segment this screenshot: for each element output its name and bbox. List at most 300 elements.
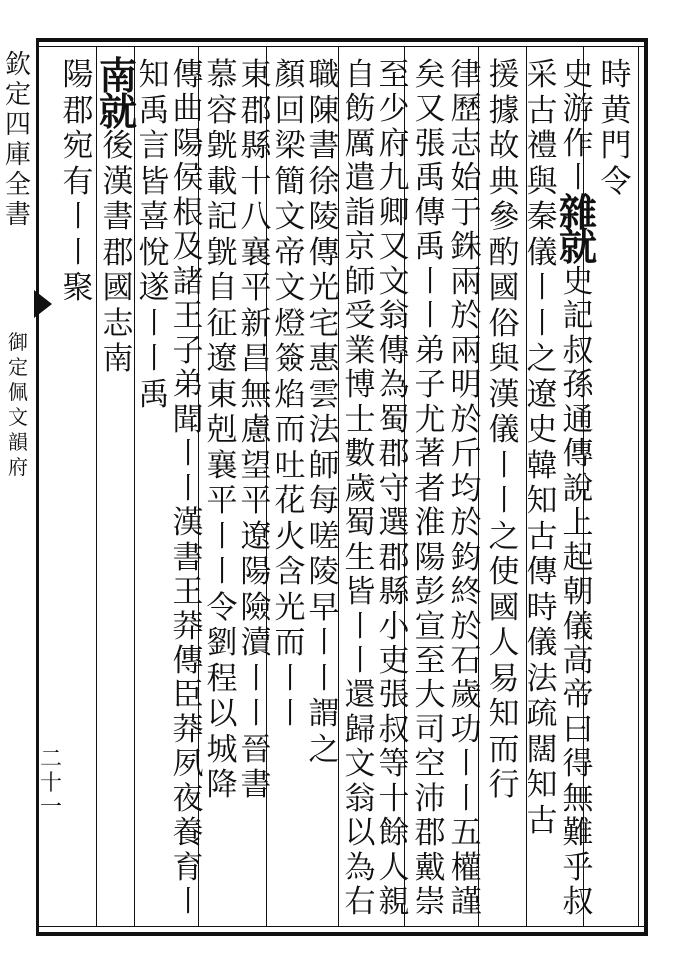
- glyph: 〡: [206, 518, 238, 555]
- glyph: 詣: [344, 194, 376, 231]
- glyph: 史: [526, 412, 558, 448]
- glyph: 回: [274, 92, 306, 129]
- text-column-1: [596, 58, 636, 200]
- glyph: 厲: [344, 125, 376, 162]
- glyph: 文: [8, 405, 28, 429]
- glyph: 書: [240, 767, 272, 803]
- margin-source-title: [4, 330, 32, 480]
- glyph: 京: [344, 229, 376, 266]
- glyph: 卿: [378, 194, 410, 231]
- glyph: 侯: [172, 160, 204, 197]
- glyph: 儀: [526, 234, 558, 271]
- glyph: 〡: [488, 483, 520, 519]
- text-column-16: [58, 58, 98, 307]
- glyph: 時: [600, 57, 632, 93]
- glyph: 又: [378, 229, 410, 266]
- glyph: 參: [488, 199, 520, 235]
- left-border: [36, 38, 39, 936]
- glyph: 〡: [450, 746, 482, 783]
- glyph: 王: [172, 574, 204, 611]
- text-column-6: [410, 58, 450, 920]
- glyph: 有: [62, 163, 94, 200]
- glyph: 南: [102, 341, 134, 377]
- glyph: 令: [600, 163, 632, 200]
- glyph: 傳: [172, 57, 204, 93]
- glyph: 歷: [450, 91, 482, 128]
- glyph: 〡: [344, 608, 376, 645]
- glyph: 史: [562, 263, 594, 300]
- glyph: 而: [274, 412, 306, 448]
- glyph: 遼: [526, 376, 558, 413]
- glyph: 陽: [414, 539, 446, 576]
- glyph: 於: [450, 608, 482, 645]
- glyph: 惠: [308, 341, 340, 377]
- glyph: 吐: [274, 447, 306, 484]
- glyph: 古: [526, 92, 558, 129]
- glyph: 四: [4, 110, 31, 140]
- glyph: 養: [172, 815, 204, 852]
- text-column-7: [374, 58, 414, 920]
- glyph: 〡: [62, 199, 94, 235]
- glyph: 至: [378, 57, 410, 93]
- glyph: 平: [240, 270, 272, 306]
- glyph: 援: [488, 57, 520, 93]
- glyph: 〡: [172, 884, 204, 921]
- glyph: 彭: [414, 574, 446, 611]
- glyph: 簡: [274, 163, 306, 200]
- glyph: 自: [344, 57, 376, 93]
- glyph: 謂: [308, 696, 340, 732]
- glyph: 徐: [308, 163, 340, 200]
- glyph: 乎: [562, 849, 594, 886]
- glyph: 庫: [4, 140, 31, 170]
- glyph: 襄: [240, 234, 272, 271]
- glyph: 每: [308, 483, 340, 519]
- glyph: 全: [4, 170, 31, 200]
- glyph: 職: [308, 57, 340, 93]
- text-column-13: [168, 58, 208, 920]
- glyph: 儀: [562, 608, 594, 645]
- glyph: 與: [488, 341, 520, 377]
- text-column-9: [304, 58, 344, 768]
- glyph: 戴: [414, 849, 446, 886]
- glyph: 兩: [450, 332, 482, 369]
- glyph: 東: [206, 376, 238, 413]
- glyph: 漢: [172, 505, 204, 542]
- glyph: 王: [172, 298, 204, 335]
- glyph: 載: [206, 163, 238, 200]
- glyph: 莽: [172, 608, 204, 645]
- glyph: 東: [240, 57, 272, 93]
- glyph: 師: [308, 447, 340, 484]
- glyph: 大: [414, 677, 446, 714]
- glyph: 就: [98, 88, 137, 134]
- glyph: 皆: [344, 574, 376, 611]
- glyph: 南: [98, 53, 137, 98]
- glyph: 漢: [488, 376, 520, 413]
- glyph: 司: [414, 711, 446, 748]
- glyph: 嗟: [308, 518, 340, 555]
- glyph: 梁: [274, 128, 306, 164]
- glyph: 難: [562, 815, 594, 852]
- glyph: 至: [414, 642, 446, 679]
- glyph: 劉: [206, 625, 238, 661]
- glyph: 降: [206, 767, 238, 803]
- glyph: 言: [138, 128, 170, 164]
- glyph: 自: [206, 270, 238, 306]
- glyph: 悅: [138, 234, 170, 271]
- glyph: 始: [450, 160, 482, 197]
- glyph: 佩: [8, 380, 28, 404]
- glyph: 作: [562, 125, 594, 162]
- glyph: 生: [344, 539, 376, 576]
- glyph: 尤: [414, 401, 446, 438]
- glyph: 御: [8, 330, 28, 354]
- glyph: 陳: [308, 92, 340, 129]
- glyph: 等: [378, 746, 410, 783]
- glyph: 餘: [378, 815, 410, 852]
- glyph: 陵: [308, 199, 340, 235]
- glyph: 以: [206, 696, 238, 732]
- glyph: 弟: [414, 332, 446, 369]
- glyph: 高: [562, 642, 594, 679]
- glyph: 禹: [138, 92, 170, 129]
- glyph: 空: [414, 746, 446, 783]
- glyph: 知: [526, 767, 558, 803]
- text-column-11: [236, 58, 276, 804]
- glyph: 〡: [450, 780, 482, 817]
- glyph: 〡: [308, 625, 340, 661]
- glyph: 法: [526, 660, 558, 697]
- glyph: 宛: [62, 128, 94, 164]
- glyph: 〡: [308, 660, 340, 697]
- glyph: 得: [562, 746, 594, 783]
- glyph: 之: [488, 518, 520, 555]
- glyph: 小: [378, 608, 410, 645]
- glyph: 闊: [526, 731, 558, 768]
- top-border-thick: [36, 38, 648, 42]
- glyph: 傳: [172, 642, 204, 679]
- glyph: 翁: [344, 780, 376, 817]
- glyph: 知: [488, 696, 520, 732]
- glyph: 郡: [62, 92, 94, 129]
- glyph: 典: [488, 163, 520, 200]
- glyph: 業: [344, 332, 376, 369]
- glyph: 兩: [450, 263, 482, 300]
- glyph: 〡: [274, 696, 306, 732]
- glyph: 銖: [450, 229, 482, 266]
- glyph: 城: [206, 731, 238, 768]
- glyph: 據: [488, 92, 520, 129]
- glyph: 酌: [488, 234, 520, 271]
- glyph: 韓: [526, 447, 558, 484]
- glyph: 還: [344, 677, 376, 714]
- glyph: 禹: [414, 160, 446, 197]
- glyph: 瀆: [240, 625, 272, 661]
- glyph: 之: [308, 731, 340, 768]
- glyph: 後: [102, 128, 134, 164]
- glyph: 令: [206, 589, 238, 626]
- glyph: 府: [8, 455, 28, 479]
- glyph: 守: [378, 470, 410, 507]
- glyph: 雲: [308, 376, 340, 413]
- glyph: 人: [378, 849, 410, 886]
- glyph: 叔: [562, 332, 594, 369]
- glyph: 〡: [526, 270, 558, 306]
- glyph: 受: [344, 298, 376, 335]
- glyph: 聚: [62, 270, 94, 306]
- glyph: 少: [378, 91, 410, 128]
- glyph: 均: [450, 470, 482, 507]
- glyph: 書: [308, 128, 340, 164]
- glyph: 文: [274, 270, 306, 306]
- glyph: 含: [274, 554, 306, 590]
- glyph: 襄: [206, 447, 238, 484]
- glyph: 新: [240, 305, 272, 342]
- glyph: 鈞: [450, 539, 482, 576]
- glyph: 〡: [562, 160, 594, 197]
- glyph: 傳: [414, 194, 446, 231]
- text-column-15: [98, 53, 138, 378]
- glyph: 傳: [378, 332, 410, 369]
- glyph: 叔: [562, 884, 594, 921]
- glyph: 〡: [414, 263, 446, 300]
- glyph: 府: [378, 125, 410, 162]
- glyph: 曰: [562, 711, 594, 748]
- glyph: 陽: [240, 554, 272, 590]
- glyph: 歲: [344, 470, 376, 507]
- right-border-thick: [644, 38, 648, 936]
- glyph: 定: [4, 80, 31, 110]
- glyph: 雜: [558, 189, 597, 235]
- glyph: 郡: [378, 436, 410, 473]
- glyph: 采: [526, 57, 558, 93]
- glyph: 為: [378, 367, 410, 404]
- glyph: 〡: [206, 554, 238, 590]
- glyph: 遼: [206, 341, 238, 377]
- glyph: 秦: [526, 199, 558, 235]
- glyph: 一: [40, 795, 63, 820]
- glyph: 〡: [526, 305, 558, 342]
- glyph: 莽: [172, 711, 204, 748]
- glyph: 郡: [102, 234, 134, 271]
- glyph: 焰: [274, 376, 306, 413]
- text-column-3: [522, 58, 562, 839]
- glyph: 古: [526, 518, 558, 555]
- glyph: 夙: [172, 746, 204, 783]
- glyph: 禹: [414, 229, 446, 266]
- glyph: 宅: [308, 305, 340, 342]
- glyph: 以: [344, 815, 376, 852]
- glyph: 郡: [414, 815, 446, 852]
- glyph: 〡: [138, 305, 170, 342]
- glyph: 者: [414, 470, 446, 507]
- glyph: 上: [562, 505, 594, 542]
- glyph: 文: [274, 199, 306, 235]
- glyph: 十: [40, 771, 63, 796]
- glyph: 於: [450, 298, 482, 335]
- glyph: 張: [378, 677, 410, 714]
- glyph: 歸: [344, 711, 376, 748]
- glyph: 使: [488, 554, 520, 590]
- glyph: 博: [344, 367, 376, 404]
- glyph: 蜀: [378, 401, 410, 438]
- glyph: 火: [274, 518, 306, 555]
- glyph: 禮: [526, 128, 558, 164]
- glyph: 黄: [600, 92, 632, 129]
- glyph: 光: [274, 589, 306, 626]
- glyph: 吏: [378, 642, 410, 679]
- glyph: 陵: [308, 554, 340, 590]
- glyph: 平: [206, 483, 238, 519]
- glyph: 〡: [274, 660, 306, 697]
- glyph: 〡: [62, 234, 94, 271]
- glyph: 崇: [414, 884, 446, 921]
- glyph: 於: [450, 401, 482, 438]
- glyph: 臣: [172, 677, 204, 714]
- glyph: 國: [488, 589, 520, 626]
- glyph: 起: [562, 539, 594, 576]
- glyph: 九: [378, 160, 410, 197]
- glyph: 無: [562, 780, 594, 817]
- glyph: 育: [172, 849, 204, 886]
- glyph: 早: [308, 589, 340, 626]
- glyph: 志: [450, 125, 482, 162]
- glyph: 二: [40, 747, 63, 772]
- glyph: 陽: [62, 57, 94, 93]
- glyph: 儀: [488, 412, 520, 448]
- glyph: 文: [378, 263, 410, 300]
- glyph: 簽: [274, 341, 306, 377]
- glyph: 十: [240, 163, 272, 200]
- glyph: 飭: [344, 91, 376, 128]
- glyph: 斤: [450, 436, 482, 473]
- glyph: 昌: [240, 341, 272, 377]
- glyph: 翁: [378, 298, 410, 335]
- glyph: 燈: [274, 305, 306, 342]
- glyph: 程: [206, 660, 238, 697]
- glyph: 叔: [378, 711, 410, 748]
- glyph: 古: [526, 802, 558, 839]
- glyph: 宣: [414, 608, 446, 645]
- glyph: 晉: [240, 731, 272, 768]
- glyph: 終: [450, 574, 482, 611]
- bottom-border-thin: [36, 926, 648, 927]
- glyph: 〡: [344, 642, 376, 679]
- glyph: 險: [240, 589, 272, 626]
- glyph: 皝: [206, 234, 238, 271]
- glyph: 遣: [344, 160, 376, 197]
- glyph: 右: [344, 884, 376, 921]
- glyph: 八: [240, 199, 272, 235]
- glyph: 皝: [206, 128, 238, 164]
- glyph: 謹: [450, 884, 482, 921]
- glyph: 俗: [488, 305, 520, 342]
- text-column-5: [446, 58, 486, 920]
- glyph: 韻: [8, 430, 28, 454]
- glyph: 之: [526, 341, 558, 377]
- glyph: 蜀: [344, 505, 376, 542]
- text-column-8: [340, 58, 380, 920]
- glyph: 〡: [138, 341, 170, 377]
- glyph: 傳: [308, 234, 340, 271]
- glyph: 陽: [172, 125, 204, 162]
- glyph: 石: [450, 642, 482, 679]
- glyph: 權: [450, 849, 482, 886]
- glyph: 而: [274, 625, 306, 661]
- glyph: 功: [450, 711, 482, 748]
- glyph: 五: [450, 815, 482, 852]
- glyph: 為: [344, 849, 376, 886]
- glyph: 剋: [206, 412, 238, 448]
- glyph: 弟: [172, 367, 204, 404]
- glyph: 曲: [172, 91, 204, 128]
- glyph: 儀: [526, 625, 558, 661]
- fish-tail-mark: [34, 290, 52, 318]
- glyph: 容: [206, 92, 238, 129]
- glyph: 子: [172, 332, 204, 369]
- glyph: 師: [344, 263, 376, 300]
- page-number: [40, 748, 62, 820]
- glyph: 遼: [240, 518, 272, 555]
- glyph: 〡: [240, 696, 272, 732]
- glyph: 〡: [172, 436, 204, 473]
- glyph: 喜: [138, 199, 170, 235]
- glyph: 說: [562, 470, 594, 507]
- glyph: 而: [488, 731, 520, 768]
- glyph: 書: [102, 199, 134, 235]
- glyph: 朝: [562, 574, 594, 611]
- glyph: 〡: [488, 447, 520, 484]
- glyph: 時: [526, 589, 558, 626]
- glyph: 於: [450, 505, 482, 542]
- glyph: 帝: [562, 677, 594, 714]
- glyph: 著: [414, 436, 446, 473]
- glyph: 十: [378, 780, 410, 817]
- glyph: 明: [450, 367, 482, 404]
- glyph: 傳: [562, 436, 594, 473]
- glyph: 慕: [206, 57, 238, 93]
- glyph: 通: [562, 401, 594, 438]
- glyph: 郡: [378, 539, 410, 576]
- glyph: 法: [308, 412, 340, 448]
- glyph: 淮: [414, 505, 446, 542]
- glyph: 數: [344, 436, 376, 473]
- glyph: 及: [172, 229, 204, 266]
- glyph: 〡: [240, 660, 272, 697]
- glyph: 平: [240, 483, 272, 519]
- glyph: 歲: [450, 677, 482, 714]
- glyph: 親: [378, 884, 410, 921]
- glyph: 夜: [172, 780, 204, 817]
- text-column-4: [484, 58, 524, 804]
- glyph: 文: [344, 746, 376, 783]
- glyph: 諸: [172, 263, 204, 300]
- glyph: 縣: [378, 574, 410, 611]
- glyph: 聞: [172, 401, 204, 438]
- right-border-thin: [638, 46, 639, 926]
- glyph: 矣: [414, 57, 446, 93]
- text-column-14: [134, 58, 174, 413]
- glyph: 志: [102, 305, 134, 342]
- glyph: 〡: [414, 298, 446, 335]
- glyph: 記: [562, 298, 594, 335]
- glyph: 書: [4, 200, 31, 230]
- glyph: 張: [414, 125, 446, 162]
- glyph: 門: [600, 128, 632, 164]
- glyph: 子: [414, 367, 446, 404]
- glyph: 沛: [414, 780, 446, 817]
